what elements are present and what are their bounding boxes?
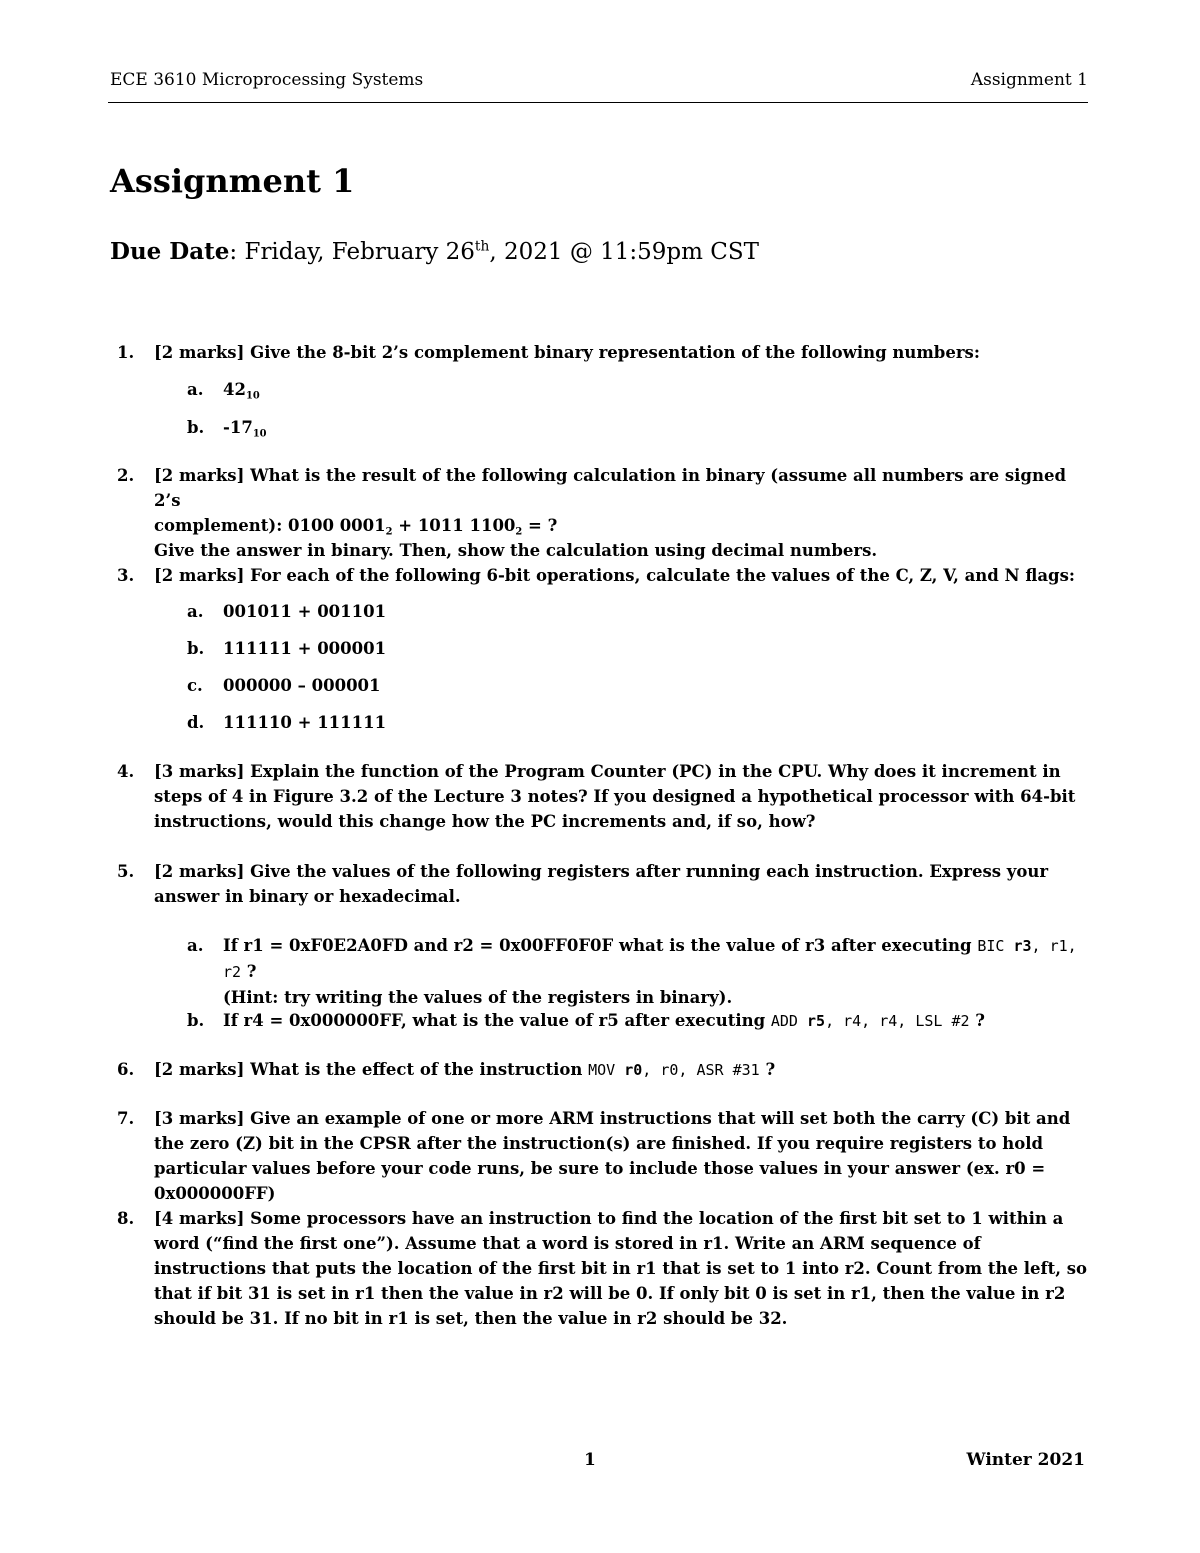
question-5 — [117, 859, 1092, 909]
code-instruction: BIC r3, r1, r2 — [223, 937, 1077, 981]
question-text: [4 marks] Some processors have an instruction to find the location of the first bit set to 1 within a word (“find the first one”). Assume that a word is stored in r1. Write an ARM sequence of instructions that puts the location of the first bit in r1 that is set to 1 into r2. Count from the left, so that if bit 31 is set in r1 then the value in r2 will be 0. If only bit 0 is set in r1, then the value in r2 should be 31. If no bit in r1 is set, then the value in r2 should be 32. — [154, 1209, 1088, 1328]
question-text: [2 marks] For each of the following 6-bit operations, calculate the values of the C, Z, V, and N flags: — [154, 566, 1075, 585]
question-5-b — [187, 1008, 1087, 1034]
question-1-b — [187, 415, 1087, 440]
question-number: 5. — [117, 862, 135, 881]
item-text: If r4 = 0x000000FF, what is the value of r5 after executing ADD r5, r4, r4, LSL #2 ? — [223, 1011, 985, 1030]
question-4 — [117, 759, 1092, 834]
due-date — [110, 238, 759, 265]
question-number: 2. — [117, 466, 135, 485]
question-number: 6. — [117, 1060, 135, 1079]
question-3-c — [187, 673, 1087, 698]
question-6 — [117, 1057, 1092, 1083]
item-letter: b. — [187, 418, 205, 437]
item-text: 001011 + 001101 — [223, 602, 387, 621]
item-letter: a. — [187, 380, 204, 399]
question-number: 4. — [117, 762, 135, 781]
question-number: 7. — [117, 1109, 135, 1128]
code-instruction: ADD r5, r4, r4, LSL #2 — [770, 1012, 970, 1030]
item-letter: b. — [187, 1011, 205, 1030]
page-header — [108, 68, 1088, 103]
question-text: [3 marks] Explain the function of the Program Counter (PC) in the CPU. Why does it increment in steps of 4 in Figure 3.2 of the Lecture 3 notes? If you designed a hypothetical processor with 64-bit instructions, would this change how the PC increments and, if so, how? — [154, 762, 1076, 831]
item-text: 111111 + 000001 — [223, 639, 387, 658]
item-letter: c. — [187, 676, 203, 695]
due-colon: : — [229, 239, 238, 265]
question-text: [2 marks] What is the result of the following calculation in binary (assume all numbers are signed 2’s complement): 0100 $0001_2 + 1011$ $1100_2$ = ? Give the answer in binary. Then, show the calculation using decimal numbers. — [154, 466, 1066, 560]
item-letter: a. — [187, 936, 204, 955]
due-suffix: , 2021 @ 11:59pm CST — [489, 239, 759, 265]
question-text: [3 marks] Give an example of one or more ARM instructions that will set both the carry (C) bit and the zero (Z) bit in the CPSR after the instruction(s) are finished. If you require registers to hold particular values before your code runs, be sure to include those values in your answer (ex. r0 = 0x000000FF) — [154, 1109, 1071, 1203]
question-7 — [117, 1106, 1092, 1206]
due-label: Due Date — [110, 238, 230, 265]
item-text: 111110 + 111111 — [223, 713, 387, 732]
footer-term: Winter 2021 — [966, 1450, 1085, 1470]
question-3-d — [187, 710, 1087, 735]
question-3-a — [187, 599, 1087, 624]
page-title: Assignment 1 — [110, 162, 355, 200]
header-assignment: Assignment 1 — [970, 70, 1088, 90]
question-3-b — [187, 636, 1087, 661]
course-name: ECE 3610 Microprocessing Systems — [110, 70, 424, 90]
question-3 — [117, 563, 1092, 588]
question-text: [2 marks] Give the values of the following registers after running each instruction. Express your answer in binary or hexadecimal. — [154, 862, 1049, 906]
question-number: 3. — [117, 566, 135, 585]
question-1 — [117, 340, 1092, 365]
question-1-a — [187, 377, 1087, 402]
question-text: [2 marks] What is the effect of the instruction MOV r0, r0, ASR #31 ? — [154, 1060, 776, 1079]
item-text: 000000 – 000001 — [223, 676, 381, 695]
item-letter: b. — [187, 639, 205, 658]
question-text: [2 marks] Give the 8-bit 2’s complement binary representation of the following numbers: — [154, 343, 980, 362]
item-text: $-17_{10}$ — [223, 418, 267, 440]
item-text: $42_{10}$ — [223, 380, 260, 402]
due-prefix: Friday, February 26 — [237, 239, 475, 265]
item-letter: d. — [187, 713, 205, 732]
question-number: 1. — [117, 343, 135, 362]
item-text: If r1 = 0xF0E2A0FD and r2 = 0x00FF0F0F what is the value of r3 after executing BIC r3, r1, r2 ? (Hint: try writing the values of the registers in binary). — [223, 936, 1077, 1007]
question-8 — [117, 1206, 1092, 1331]
item-letter: a. — [187, 602, 204, 621]
question-2 — [117, 463, 1092, 563]
due-sup: th — [474, 238, 490, 255]
question-5-a — [187, 933, 1087, 1010]
code-instruction: MOV r0, r0, ASR #31 — [588, 1061, 760, 1079]
page-number: 1 — [584, 1450, 596, 1470]
question-number: 8. — [117, 1209, 135, 1228]
